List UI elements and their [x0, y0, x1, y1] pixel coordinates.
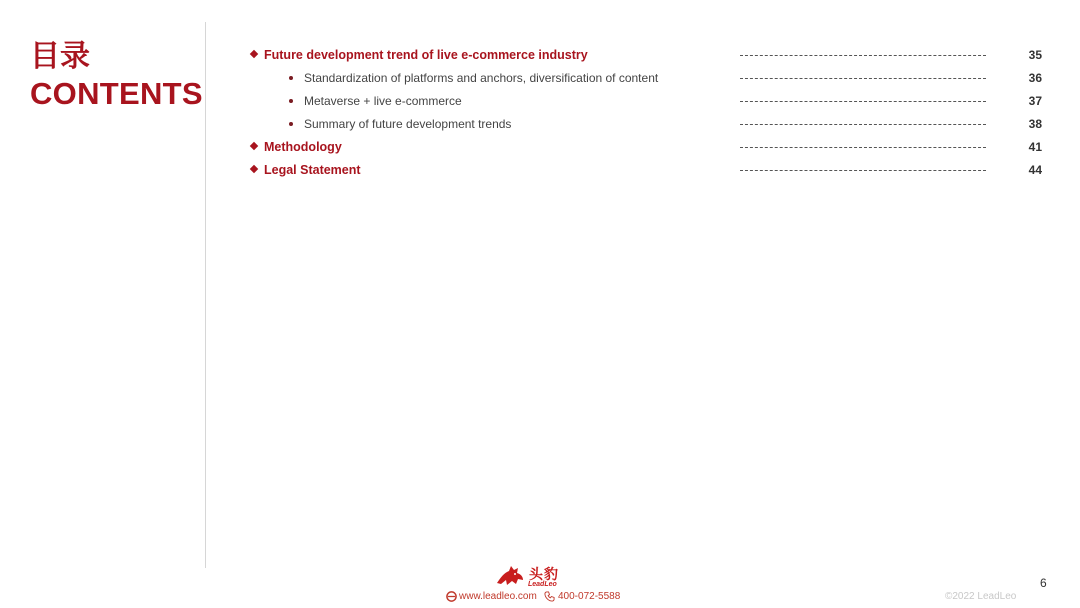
diamond-bullet-icon	[250, 165, 258, 173]
toc-subitem-metaverse[interactable]	[0, 91, 1080, 111]
dotted-leader	[740, 101, 986, 102]
toc-page-number: 41	[1028, 140, 1042, 154]
toc-subitem-summary[interactable]	[0, 114, 1080, 134]
toc-item-label: Legal Statement	[264, 163, 361, 177]
slide-page-number: 6	[1040, 576, 1047, 590]
dotted-leader	[740, 78, 986, 79]
toc-item-label: Metaverse + live e-commerce	[304, 94, 462, 108]
title-chinese: 目录	[30, 39, 90, 74]
copyright-text: ©2022 LeadLeo	[945, 591, 1017, 602]
diamond-bullet-icon	[250, 142, 258, 150]
dot-bullet-icon	[289, 99, 293, 103]
toc-page-number: 44	[1028, 163, 1042, 177]
dotted-leader	[740, 170, 986, 171]
toc-item-methodology[interactable]	[0, 137, 1080, 157]
browser-icon	[446, 591, 457, 602]
phone-number: 400-072-5588	[558, 591, 621, 602]
dot-bullet-icon	[289, 76, 293, 80]
title-english: CONTENTS	[30, 76, 203, 111]
toc-item-future-trend[interactable]	[0, 45, 1080, 65]
toc-page-number: 38	[1028, 117, 1042, 131]
toc-item-label: Summary of future development trends	[304, 117, 512, 131]
toc-item-label: Standardization of platforms and anchors, diversification of content	[304, 71, 659, 85]
toc-page-number: 37	[1028, 94, 1042, 108]
website-link[interactable]: www.leadleo.com	[459, 591, 537, 602]
toc-item-label: Methodology	[264, 140, 342, 154]
toc-item-legal-statement[interactable]	[0, 160, 1080, 180]
toc-subitem-standardization[interactable]	[0, 68, 1080, 88]
diamond-bullet-icon	[250, 50, 258, 58]
logo-text-cn: 头豹	[529, 567, 559, 583]
toc-page-number: 35	[1028, 48, 1042, 62]
logo-text-en: LeadLeo	[528, 581, 557, 588]
phone-icon	[544, 591, 555, 602]
dotted-leader	[740, 55, 986, 56]
leopard-icon	[495, 563, 525, 589]
toc-item-label: Future development trend of live e-commerce industry	[264, 48, 588, 62]
dotted-leader	[740, 124, 986, 125]
dotted-leader	[740, 147, 986, 148]
dot-bullet-icon	[289, 122, 293, 126]
toc-page-number: 36	[1028, 71, 1042, 85]
